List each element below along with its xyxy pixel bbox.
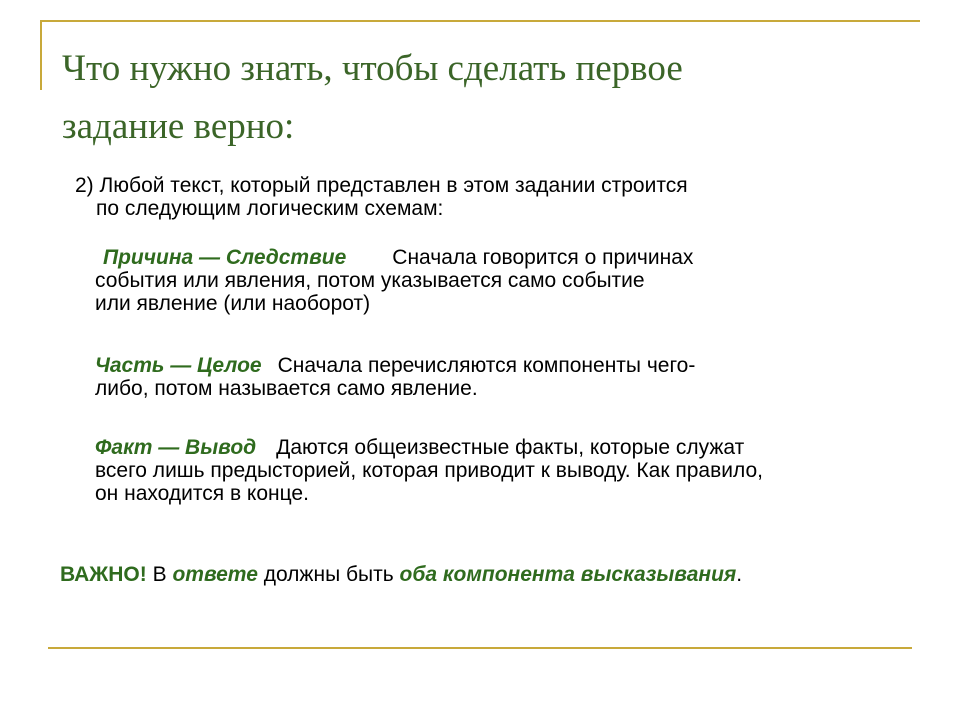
important-text: В <box>146 563 173 586</box>
important-label: ВАЖНО! <box>60 563 147 586</box>
intro-line-1: 2) Любой текст, который представлен в этом задании строится <box>75 174 688 197</box>
scheme-text: Сначала говорится о причинах <box>392 246 694 269</box>
important-emphasis: оба компонента высказывания <box>399 563 737 586</box>
scheme-text: всего лишь предысторией, которая приводит к выводу. Как правило, <box>95 459 763 482</box>
bottom-rule <box>48 647 912 649</box>
scheme-part-whole <box>95 354 875 400</box>
title-line-1: Что нужно знать, чтобы сделать первое <box>62 48 683 89</box>
scheme-text: Даются общеизвестные факты, которые служат <box>276 436 745 459</box>
important-note <box>60 563 742 587</box>
important-text: . <box>736 563 743 586</box>
scheme-text: события или явления, потом указывается само событие <box>95 269 645 292</box>
important-emphasis: ответе <box>172 563 258 586</box>
scheme-text: или явление (или наоборот) <box>95 292 371 315</box>
side-rule <box>40 20 42 90</box>
title-line-2: задание верно: <box>62 106 295 147</box>
scheme-term: Часть — Целое <box>95 354 262 377</box>
scheme-text: либо, потом называется само явление. <box>95 377 478 400</box>
scheme-text: Сначала перечисляются компоненты чего- <box>277 354 696 377</box>
intro-point <box>75 174 875 220</box>
scheme-fact-conclusion <box>95 436 915 505</box>
scheme-first-line <box>95 246 875 269</box>
top-rule <box>40 20 920 22</box>
scheme-text: он находится в конце. <box>95 482 309 505</box>
slide-title <box>62 40 902 156</box>
important-text: должны быть <box>257 563 400 586</box>
scheme-first-line <box>95 436 915 459</box>
scheme-term: Причина — Следствие <box>103 246 347 269</box>
scheme-first-line <box>95 354 875 377</box>
intro-line-2: по следующим логическим схемам: <box>96 197 444 220</box>
scheme-cause-effect <box>95 246 875 315</box>
scheme-term: Факт — Вывод <box>95 436 257 459</box>
